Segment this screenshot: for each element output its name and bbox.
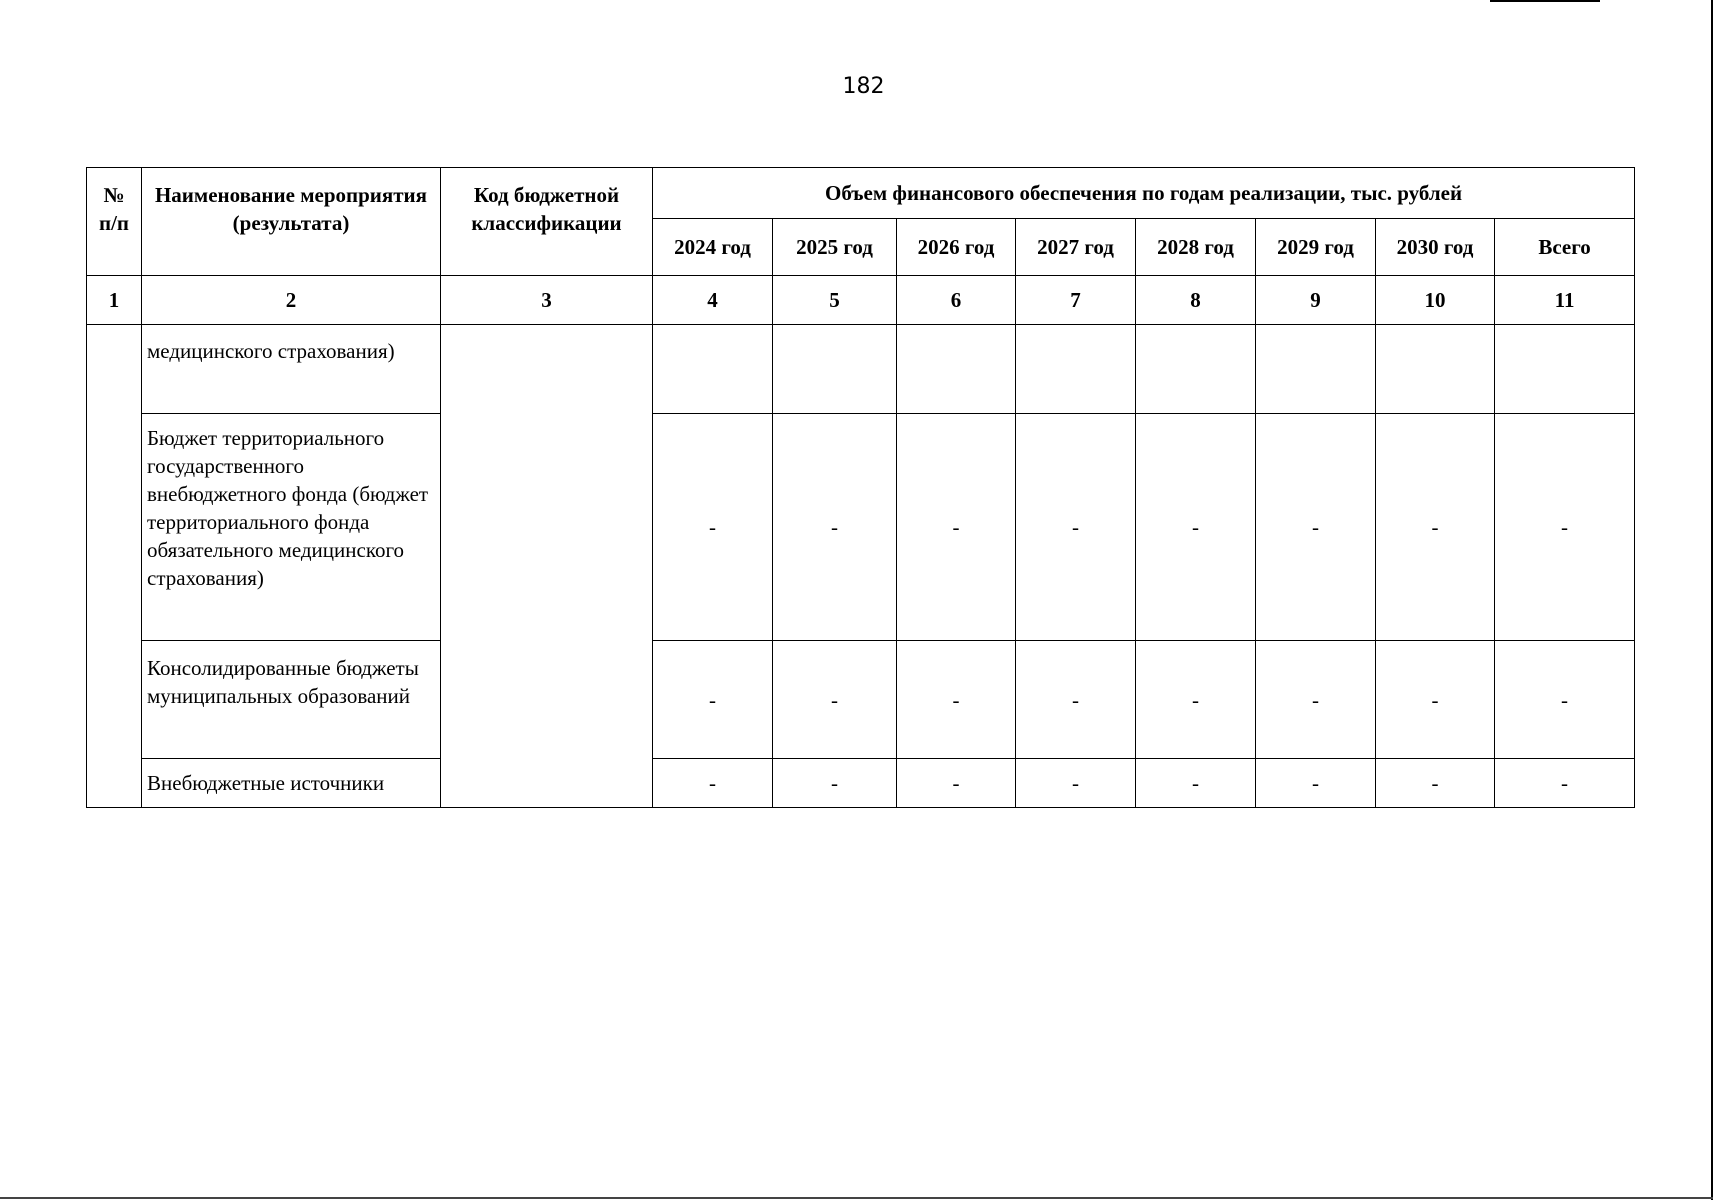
column-number-1: 1: [87, 276, 142, 325]
header-year-2028: 2028 год: [1136, 219, 1256, 276]
scan-edge-top-right: [1490, 0, 1600, 2]
value-cell: -: [1016, 414, 1136, 641]
header-year-2029: 2029 год: [1256, 219, 1376, 276]
header-number: № п/п: [87, 168, 142, 276]
header-total: Всего: [1495, 219, 1635, 276]
value-cell: [1495, 325, 1635, 414]
scan-edge-bottom: [0, 1197, 1713, 1199]
value-cell: -: [1016, 641, 1136, 759]
column-number-7: 7: [1016, 276, 1136, 325]
row-number-cell: [87, 325, 142, 808]
table-row: [87, 325, 1635, 414]
value-cell: -: [1376, 641, 1495, 759]
column-number-6: 6: [897, 276, 1016, 325]
header-name: Наименование мероприятия (результата): [142, 168, 441, 276]
table-row: [87, 641, 1635, 759]
value-cell: -: [1256, 414, 1376, 641]
value-cell: [653, 325, 773, 414]
value-cell: [897, 325, 1016, 414]
row-name: медицинского страхования): [142, 325, 441, 414]
value-cell: -: [1136, 641, 1256, 759]
value-cell: -: [653, 414, 773, 641]
value-cell: -: [897, 641, 1016, 759]
header-volume: Объем финансового обеспечения по годам реализации, тыс. рублей: [653, 168, 1635, 219]
value-cell: -: [1495, 641, 1635, 759]
value-cell: -: [773, 759, 897, 808]
value-cell: -: [1016, 759, 1136, 808]
value-cell: -: [1495, 414, 1635, 641]
page-number: 182: [842, 74, 885, 99]
value-cell: -: [1136, 759, 1256, 808]
column-number-11: 11: [1495, 276, 1635, 325]
row-name: Внебюджетные источники: [142, 759, 441, 808]
header-code: Код бюджетной классификации: [441, 168, 653, 276]
row-name: Бюджет территориального государственного внебюджетного фонда (бюджет территориального фонда обязательного медицинского страхования): [142, 414, 441, 641]
column-number-3: 3: [441, 276, 653, 325]
value-cell: [1136, 325, 1256, 414]
column-number-8: 8: [1136, 276, 1256, 325]
value-cell: [1016, 325, 1136, 414]
column-number-4: 4: [653, 276, 773, 325]
column-number-2: 2: [142, 276, 441, 325]
value-cell: [1376, 325, 1495, 414]
value-cell: -: [653, 759, 773, 808]
value-cell: [1256, 325, 1376, 414]
value-cell: -: [773, 414, 897, 641]
value-cell: -: [1495, 759, 1635, 808]
header-year-2027: 2027 год: [1016, 219, 1136, 276]
value-cell: -: [773, 641, 897, 759]
value-cell: -: [1376, 414, 1495, 641]
value-cell: -: [1376, 759, 1495, 808]
column-number-9: 9: [1256, 276, 1376, 325]
header-year-2025: 2025 год: [773, 219, 897, 276]
header-year-2026: 2026 год: [897, 219, 1016, 276]
column-number-10: 10: [1376, 276, 1495, 325]
table-row: [87, 414, 1635, 641]
column-number-5: 5: [773, 276, 897, 325]
value-cell: -: [1136, 414, 1256, 641]
row-name: Консолидированные бюджеты муниципальных образований: [142, 641, 441, 759]
header-year-2030: 2030 год: [1376, 219, 1495, 276]
header-year-2024: 2024 год: [653, 219, 773, 276]
value-cell: -: [1256, 641, 1376, 759]
financing-table: [86, 167, 1635, 808]
value-cell: [773, 325, 897, 414]
table-row: [87, 759, 1635, 808]
value-cell: -: [897, 414, 1016, 641]
value-cell: -: [653, 641, 773, 759]
budget-code-cell: [441, 325, 653, 808]
value-cell: -: [897, 759, 1016, 808]
value-cell: -: [1256, 759, 1376, 808]
